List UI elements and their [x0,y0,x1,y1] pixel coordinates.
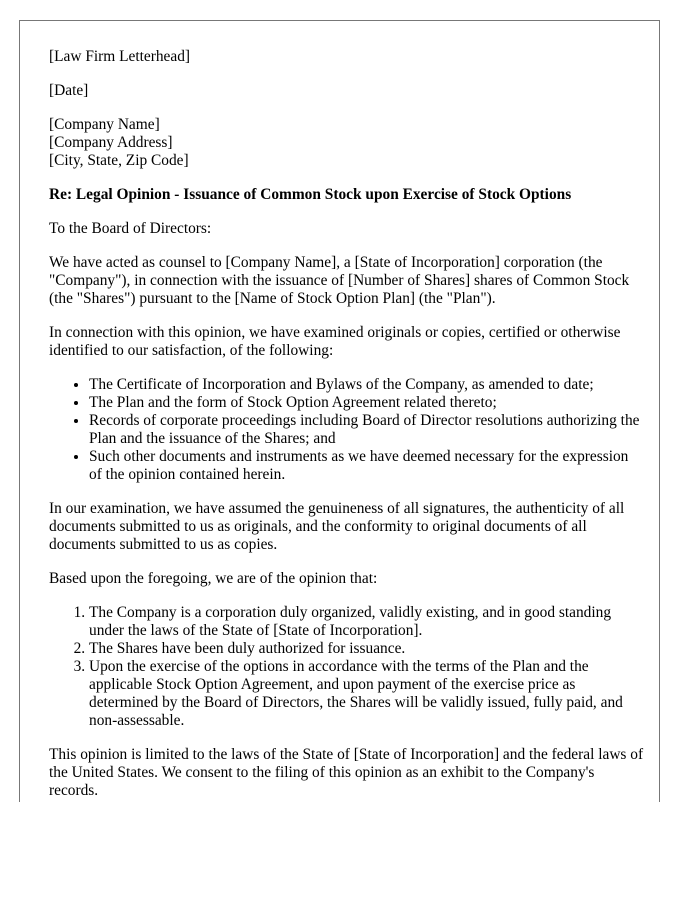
city-state-zip: [City, State, Zip Code] [49,152,189,169]
document-page [19,20,660,802]
list-item: • The Certificate of Incorporation and Bylaws of the Company, as amended to date; [89,376,644,394]
opinions-list [49,604,644,730]
letter-date: [Date] [49,82,89,99]
intro-paragraph: We have acted as counsel to [Company Name], a [State of Incorporation] corporation (the "Company"), in connection with the issuance of [Number of Shares] shares of Common Stock (the "Shares") pursuant to the [Name of Stock Option Plan] (the "Plan"). [49,254,630,307]
limitation-paragraph: This opinion is limited to the laws of the State of [State of Incorporation] and the federal laws of the United States. We consent to the filing of this opinion as an exhibit to the Company's records. [49,746,644,799]
examined-paragraph: In connection with this opinion, we have examined originals or copies, certified or otherwise identified to our satisfaction, of the following: [49,324,621,359]
subject-line: Re: Legal Opinion - Issuance of Common Stock upon Exercise of Stock Options [49,186,572,203]
documents-list [49,376,644,484]
list-item: 1. The Company is a corporation duly organized, validly existing, and in good standing under the laws of the State of [State of Incorporation]. [89,604,644,640]
list-item: 2. The Shares have been duly authorized for issuance. [89,640,644,658]
company-address: [Company Address] [49,134,173,151]
list-item: • Records of corporate proceedings including Board of Director resolutions authorizing the Plan and the issuance of the Shares; and [89,412,644,448]
salutation: To the Board of Directors: [49,220,212,237]
list-item: 3. Upon the exercise of the options in accordance with the terms of the Plan and the applicable Stock Option Agreement, and upon payment of the exercise price as determined by the Board of Directors, the Shares will be validly issued, fully paid, and non-assessable. [89,658,644,730]
opinion-intro: Based upon the foregoing, we are of the opinion that: [49,570,378,587]
list-item: • The Plan and the form of Stock Option Agreement related thereto; [89,394,644,412]
letterhead: [Law Firm Letterhead] [49,48,191,65]
letter-body [49,48,644,802]
list-item: • Such other documents and instruments as we have deemed necessary for the expression of the opinion contained herein. [89,448,644,484]
recipient-address [49,116,644,170]
assumption-paragraph: In our examination, we have assumed the genuineness of all signatures, the authenticity of all documents submitted to us as originals, and the conformity to original documents of all documents submitted to us as copies. [49,500,625,553]
company-name: [Company Name] [49,116,160,133]
